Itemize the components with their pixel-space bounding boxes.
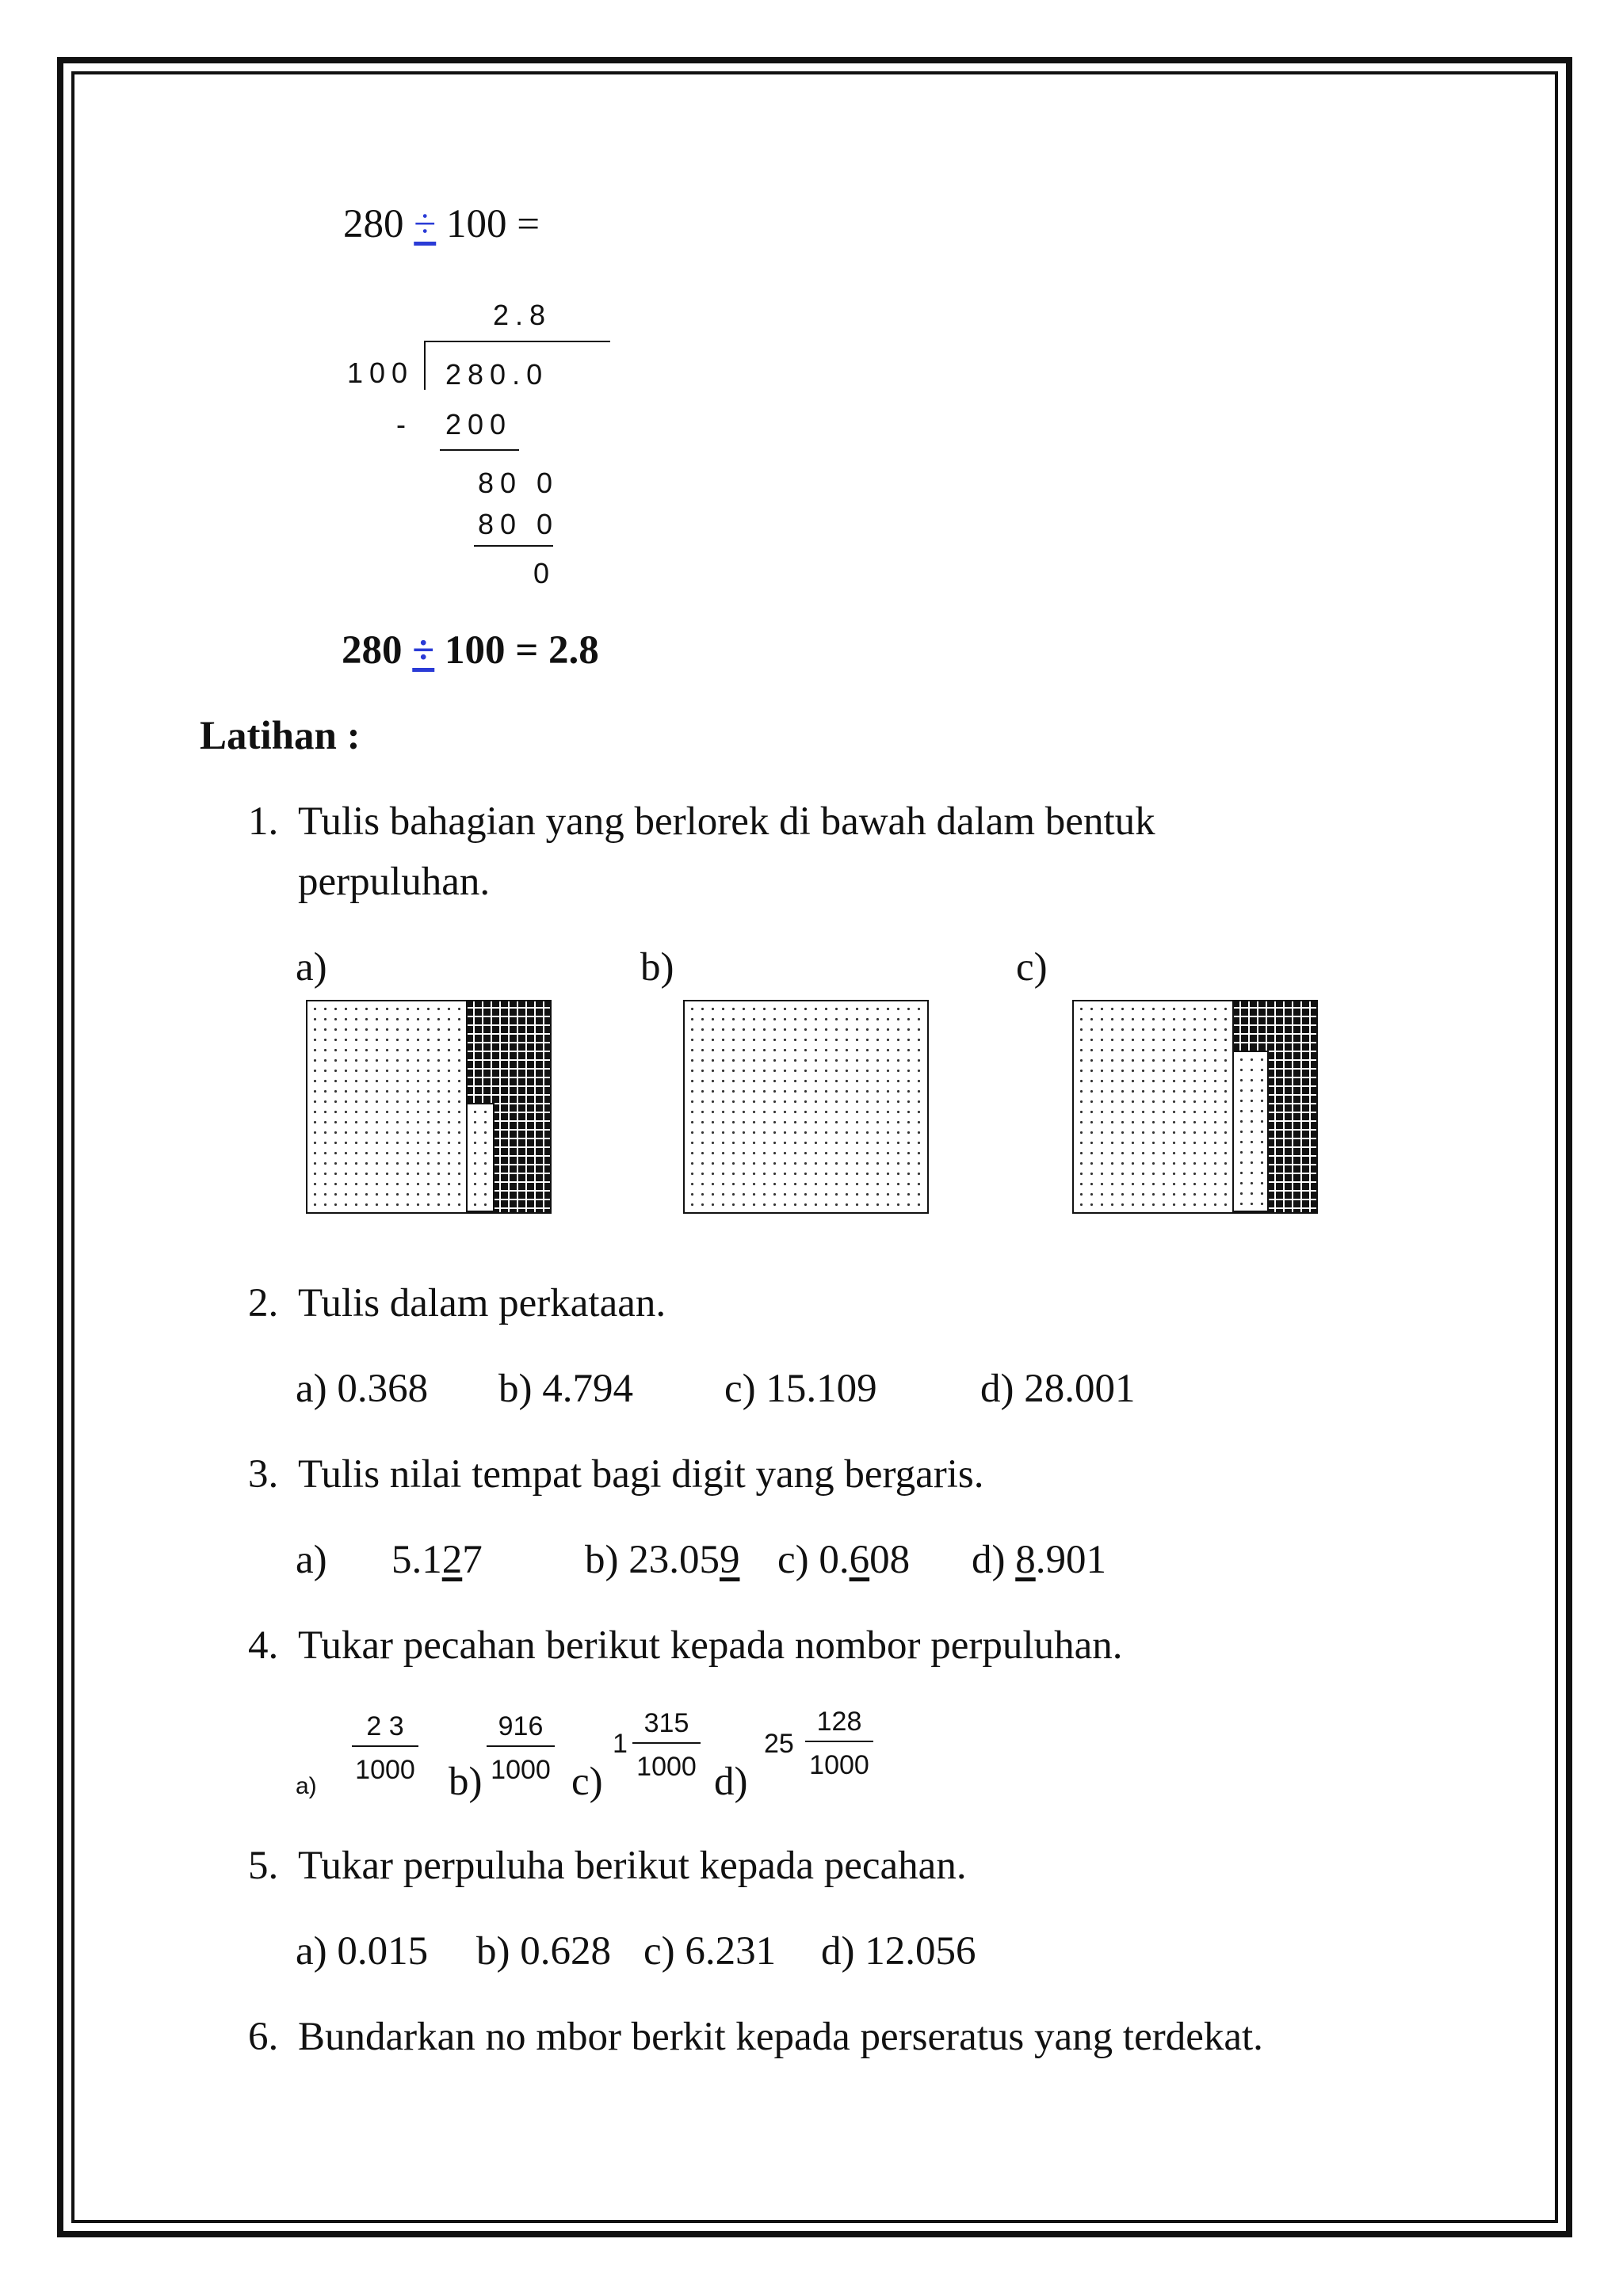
q3-number: 3.	[248, 1452, 279, 1497]
section-heading: Latihan :	[200, 714, 361, 758]
q2-number: 2.	[248, 1281, 279, 1325]
q1-text-line2: perpuluhan.	[298, 860, 491, 904]
example-result: 280 ÷ 100 = 2.8	[342, 628, 599, 673]
ld-quotient: 2.8	[493, 299, 552, 331]
q5-item-b: b) 0.628	[476, 1929, 611, 1974]
q2-item-d: d) 28.001	[980, 1367, 1136, 1411]
ld-step1: 200	[445, 408, 513, 441]
q3-item-c: c) 0.608	[777, 1538, 911, 1582]
q2-item-a: a) 0.368	[296, 1367, 429, 1411]
grid-c-unshaded-strip	[1232, 1051, 1269, 1212]
q1-label-a: a)	[296, 945, 327, 990]
q4-fraction-b: 916 1000	[487, 1711, 555, 1786]
q4-number: 4.	[248, 1623, 279, 1668]
ld-divisor: 100	[347, 357, 414, 389]
q2-item-b: b) 4.794	[498, 1367, 633, 1411]
q4-text: Tukar pecahan berikut kepada nombor perpuluhan.	[298, 1623, 1123, 1668]
q6-number: 6.	[248, 2015, 279, 2059]
q3-item-b: b) 23.059	[585, 1538, 740, 1582]
q2-item-c: c) 15.109	[724, 1367, 877, 1411]
ld-line1	[440, 449, 519, 451]
q5-item-d: d) 12.056	[821, 1929, 976, 1974]
q5-text: Tukar perpuluha berikut kepada pecahan.	[298, 1844, 967, 1888]
q4-label-d: d)	[714, 1760, 748, 1804]
q5-item-c: c) 6.231	[643, 1929, 777, 1974]
equation-lhs: 280	[343, 202, 404, 246]
division-sign: ÷	[414, 202, 437, 246]
q1-number: 1.	[248, 799, 279, 844]
ld-dividend: 280.0	[445, 358, 549, 391]
q1-label-c: c)	[1016, 945, 1048, 990]
ld-bracket-top	[424, 341, 610, 342]
q4-label-b: b)	[449, 1760, 483, 1804]
ld-line2	[474, 545, 553, 547]
q4-label-c: c)	[571, 1760, 603, 1804]
q3-item-d: d) 8.901	[972, 1538, 1106, 1582]
underlined-digit: 2	[441, 1538, 463, 1582]
q1-grid-b	[683, 1000, 929, 1214]
division-sign: ÷	[412, 628, 435, 673]
ld-bracket-side	[424, 341, 426, 390]
ld-remainder1: 80 0	[478, 467, 559, 499]
q5-item-a: a) 0.015	[296, 1929, 429, 1974]
q6-text: Bundarkan no mbor berkit kepada perseratus yang terdekat.	[298, 2015, 1263, 2059]
q3-item-a: 5.127	[391, 1538, 483, 1582]
q4-whole-c: 1	[613, 1729, 628, 1759]
q4-fraction-c: 315 1000	[632, 1708, 701, 1783]
q5-number: 5.	[248, 1844, 279, 1888]
q4-label-a: a)	[296, 1773, 317, 1799]
ld-minus: -	[396, 408, 412, 441]
example-equation	[343, 204, 540, 245]
underlined-digit: 6	[849, 1538, 870, 1582]
q4-whole-d: 25	[764, 1729, 794, 1759]
q3-text: Tulis nilai tempat bagi digit yang bergaris.	[298, 1452, 984, 1497]
q4-fraction-a: 2 3 1000	[352, 1711, 418, 1786]
q4-fraction-d: 128 1000	[805, 1707, 873, 1781]
equation-rhs: 100 =	[446, 202, 540, 246]
ld-step2: 80 0	[478, 508, 559, 540]
q1-text-line1: Tulis bahagian yang berlorek di bawah dalam bentuk	[298, 799, 1155, 844]
grid-a-unshaded-strip	[466, 1103, 495, 1212]
q3-item-a-label: a)	[296, 1538, 327, 1582]
q1-grid-c	[1072, 1000, 1318, 1214]
q1-grid-a	[306, 1000, 552, 1214]
q2-text: Tulis dalam perkataan.	[298, 1281, 666, 1325]
ld-final-remainder: 0	[533, 557, 556, 589]
underlined-digit: 9	[719, 1538, 740, 1582]
underlined-digit: 8	[1015, 1538, 1036, 1582]
q1-label-b: b)	[640, 945, 674, 990]
